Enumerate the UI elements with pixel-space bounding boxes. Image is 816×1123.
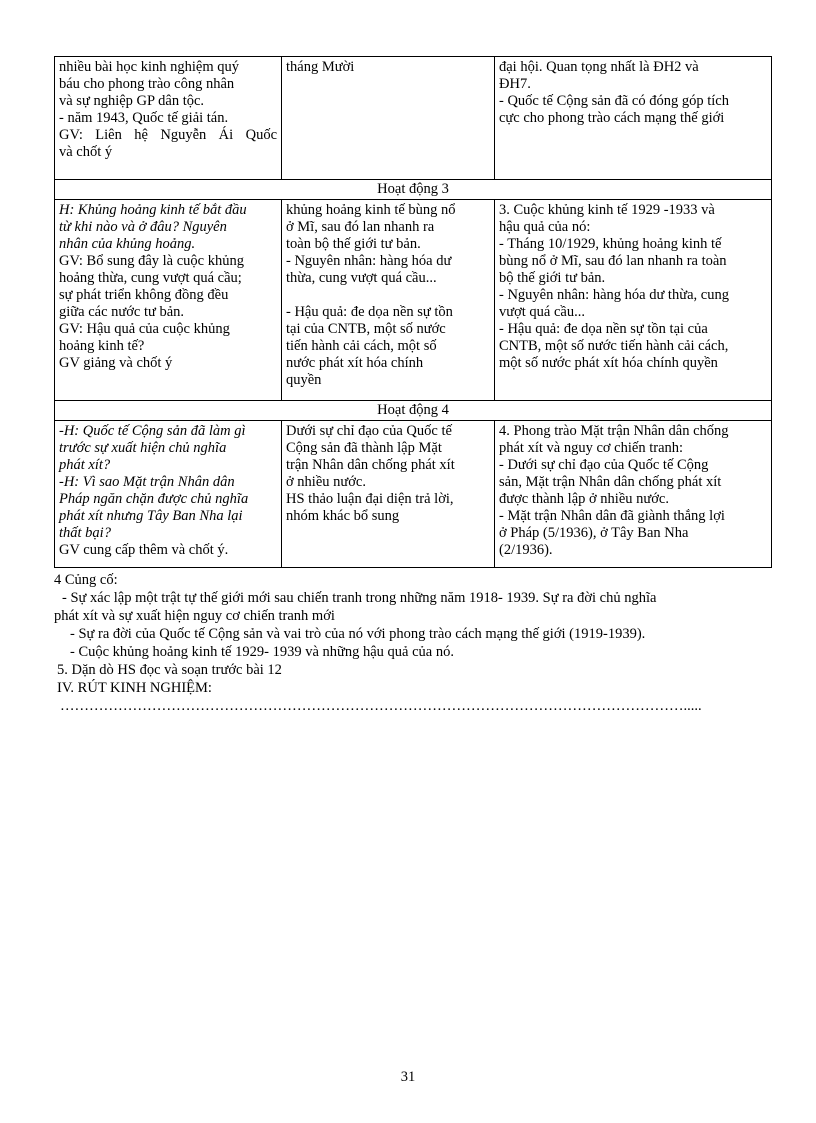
text-line	[286, 287, 490, 304]
text-line: ở nhiều nước.	[286, 474, 366, 490]
text-line: báu cho phong trào công nhân	[59, 76, 235, 92]
text-line: GV: Liên hệ Nguyễn Ái Quốc	[59, 127, 277, 143]
row1-teacher-cell	[55, 57, 282, 180]
text-line: nước phát xít hóa chính	[286, 355, 424, 371]
text-line: GV: Hậu quả của cuộc khủng	[59, 321, 230, 337]
text-line: hậu quả của nó:	[499, 219, 591, 235]
lesson-summary	[54, 571, 771, 715]
question-line: -H: Vì sao Mặt trận Nhân dân	[59, 474, 235, 490]
activity-4-row	[55, 421, 772, 568]
activity-3-row	[55, 200, 772, 401]
activity-3-content-cell	[495, 200, 772, 401]
consolidation-item: - Sự xác lập một trật tự thế giới mới sau chiến tranh trong những năm 1918- 1939. Sự ra đời chủ nghĩa	[62, 590, 657, 606]
text-line: khủng hoảng kinh tế bùng nổ	[286, 202, 456, 218]
question-line: thất bại?	[59, 525, 111, 541]
text-line: hoảng kinh tế?	[59, 338, 145, 354]
activity-3-teacher-cell	[55, 200, 282, 401]
text-line: ở Pháp (5/1936), ở Tây Ban Nha	[499, 525, 689, 541]
text-line: một số nước phát xít hóa chính quyền	[499, 355, 718, 371]
text-line: - Nguyên nhân: hàng hóa dư	[286, 253, 452, 269]
text-line: nhóm khác bổ sung	[286, 508, 400, 524]
text-line: sản, Mặt trận Nhân dân chống phát xít	[499, 474, 722, 490]
text-line: Dưới sự chỉ đạo của Quốc tế	[286, 423, 452, 439]
text-line: ở Mĩ, sau đó lan nhanh ra	[286, 219, 435, 235]
text-line: và chốt ý	[59, 144, 113, 160]
activity-4-teacher-cell	[55, 421, 282, 568]
text-line: nhiều bài học kinh nghiệm quý	[59, 59, 240, 75]
text-line: 3. Cuộc khủng kinh tế 1929 -1933 và	[499, 202, 715, 218]
text-line: tại của CNTB, một số nước	[286, 321, 446, 337]
activity-3-header-row	[55, 180, 772, 200]
page-number: 31	[400, 1069, 416, 1085]
text-line: hoảng thừa, cung vượt quá cầu;	[59, 270, 242, 286]
text-line: - Quốc tế Cộng sản đã có đóng góp tích	[499, 93, 729, 109]
activity-4-content-cell	[495, 421, 772, 568]
section-iv-heading: IV. RÚT KINH NGHIỆM:	[57, 680, 212, 696]
text-line: GV cung cấp thêm và chốt ý.	[59, 542, 229, 558]
row1-student-cell	[282, 57, 495, 180]
table-row-continuation	[55, 57, 772, 180]
lesson-table	[54, 56, 772, 568]
text-line: sự phát triển không đồng đều	[59, 287, 229, 303]
text-line: toàn bộ thế giới tư bản.	[286, 236, 421, 252]
text-line: GV giảng và chốt ý	[59, 355, 173, 371]
text-line: trận Nhân dân chống phát xít	[286, 457, 455, 473]
activity-4-header-row	[55, 401, 772, 421]
row1-content-cell	[495, 57, 772, 180]
text-line: HS thảo luận đại diện trả lời,	[286, 491, 454, 507]
text-line: phát xít và nguy cơ chiến tranh:	[499, 440, 684, 456]
homework-line: 5. Dặn dò HS đọc và soạn trước bài 12	[57, 662, 282, 678]
text-line: GV: Bổ sung đây là cuộc khủng	[59, 253, 244, 269]
question-line: từ khi nào và ở đâu? Nguyên	[59, 219, 227, 235]
text-line: vượt quá cầu...	[499, 304, 585, 320]
text-line: - Tháng 10/1929, khủng hoảng kinh tế	[499, 236, 722, 252]
question-line: phát xít nhưng Tây Ban Nha lại	[59, 508, 243, 524]
activity-3-student-cell	[282, 200, 495, 401]
text-line: tháng Mười	[286, 59, 355, 75]
question-line: Pháp ngăn chặn được chủ nghĩa	[59, 491, 249, 507]
question-line: nhân của khủng hoảng.	[59, 236, 196, 252]
text-line: bộ thế giới tư bản.	[499, 270, 606, 286]
text-line: bùng nổ ở Mĩ, sau đó lan nhanh ra toàn	[499, 253, 727, 269]
consolidation-item: - Cuộc khủng hoảng kinh tế 1929- 1939 và những hậu quả của nó.	[70, 644, 454, 660]
text-line: 4. Phong trào Mặt trận Nhân dân chống	[499, 423, 729, 439]
text-line: cực cho phong trào cách mạng thế giới	[499, 110, 725, 126]
activity-4-title: Hoạt động 4	[55, 401, 772, 421]
text-line: - Dưới sự chỉ đạo của Quốc tế Cộng	[499, 457, 709, 473]
text-line: giữa các nước tư bản.	[59, 304, 185, 320]
text-line: (2/1936).	[499, 542, 553, 558]
consolidation-item: - Sự ra đời của Quốc tế Cộng sản và vai trò của nó với phong trào cách mạng thế giới (1919-1939).	[70, 626, 646, 642]
activity-3-title: Hoạt động 3	[55, 180, 772, 200]
activity-4-student-cell	[282, 421, 495, 568]
text-line: thừa, cung vượt quá cầu...	[286, 270, 437, 286]
text-line: quyền	[286, 372, 322, 388]
question-line: phát xít?	[59, 457, 111, 473]
text-line: - Hậu quả: đe dọa nền sự tồn	[286, 304, 453, 320]
text-line: Cộng sản đã thành lập Mặt	[286, 440, 442, 456]
question-line: -H: Quốc tế Cộng sản đã làm gì	[59, 423, 246, 439]
text-line: tiến hành cải cách, một số	[286, 338, 437, 354]
text-line: - năm 1943, Quốc tế giải tán.	[59, 110, 229, 126]
text-line: - Hậu quả: đe dọa nền sự tồn tại của	[499, 321, 708, 337]
text-line: đại hội. Quan tọng nhất là ĐH2 và	[499, 59, 699, 75]
notes-dotted-line: ………………………………………………………………………………………………………………….....	[60, 698, 702, 714]
consolidation-heading: 4 Củng cố:	[54, 572, 118, 588]
text-line: và sự nghiệp GP dân tộc.	[59, 93, 205, 109]
text-line: được thành lập ở nhiều nước.	[499, 491, 669, 507]
text-line: - Nguyên nhân: hàng hóa dư thừa, cung	[499, 287, 729, 303]
text-line: - Mặt trận Nhân dân đã giành thắng lợi	[499, 508, 725, 524]
question-line: H: Khủng hoảng kinh tế bắt đầu	[59, 202, 247, 218]
question-line: trước sự xuất hiện chủ nghĩa	[59, 440, 227, 456]
consolidation-item-cont: phát xít và sự xuất hiện nguy cơ chiến tranh mới	[54, 608, 335, 624]
text-line: ĐH7.	[499, 76, 531, 92]
text-line: CNTB, một số nước tiến hành cải cách,	[499, 338, 729, 354]
